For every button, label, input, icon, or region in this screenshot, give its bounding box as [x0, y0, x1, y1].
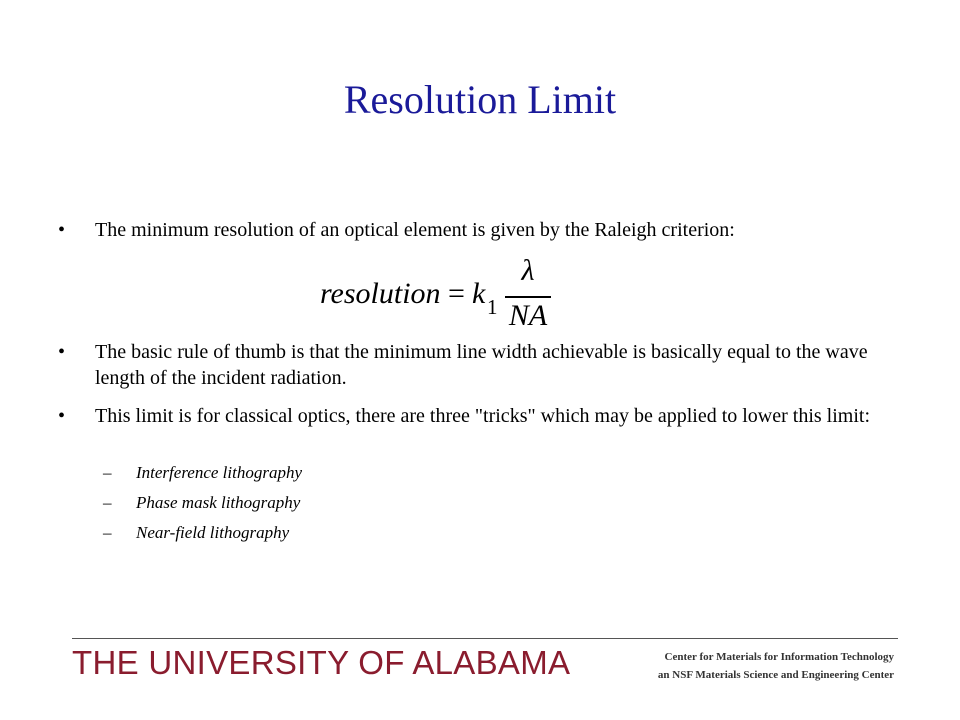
- formula-equals: =: [448, 277, 465, 310]
- bullet-text: The basic rule of thumb is that the minimum line width achievable is basically equal to the wave length of the incident radiation.: [95, 341, 868, 389]
- bullet-item: [58, 403, 878, 429]
- sub-bullet-item: [103, 522, 289, 544]
- bullet-dot: •: [58, 219, 66, 241]
- center-name: Center for Materials for Information Technology: [664, 651, 894, 663]
- formula-k-subscript: 1: [487, 295, 498, 319]
- resolution-formula: [320, 254, 560, 332]
- formula-denominator: NA: [508, 299, 548, 332]
- formula-fraction-bar: [505, 296, 551, 298]
- center-subtitle: an NSF Materials Science and Engineering Center: [657, 669, 894, 681]
- center-info: [658, 648, 894, 684]
- formula-numerator: λ: [521, 254, 535, 287]
- sub-bullet-text: Near-field lithography: [136, 523, 290, 542]
- sub-bullet-text: Phase mask lithography: [136, 493, 301, 512]
- formula-lhs: resolution: [320, 277, 441, 310]
- bullet-item: [58, 339, 878, 391]
- bullet-text: The minimum resolution of an optical element is given by the Raleigh criterion:: [95, 219, 735, 241]
- sub-bullet-dash: –: [103, 463, 112, 482]
- bullet-item: [58, 217, 878, 243]
- bullet-dot: •: [58, 341, 66, 363]
- sub-bullet-text: Interference lithography: [136, 463, 303, 482]
- slide-title: Resolution Limit: [343, 77, 617, 122]
- sub-bullet-dash: –: [103, 493, 112, 512]
- footer-divider: [72, 638, 898, 639]
- sub-bullet-item: [103, 462, 302, 484]
- bullet-text: This limit is for classical optics, there are three "tricks" which may be applied to lower this limit:: [95, 405, 871, 427]
- bullet-dot: •: [58, 405, 66, 427]
- formula-k: k: [472, 277, 486, 310]
- sub-bullet-item: [103, 492, 300, 514]
- university-logo-text: THE UNIVERSITY OF ALABAMA: [72, 644, 571, 681]
- sub-bullet-dash: –: [103, 523, 112, 542]
